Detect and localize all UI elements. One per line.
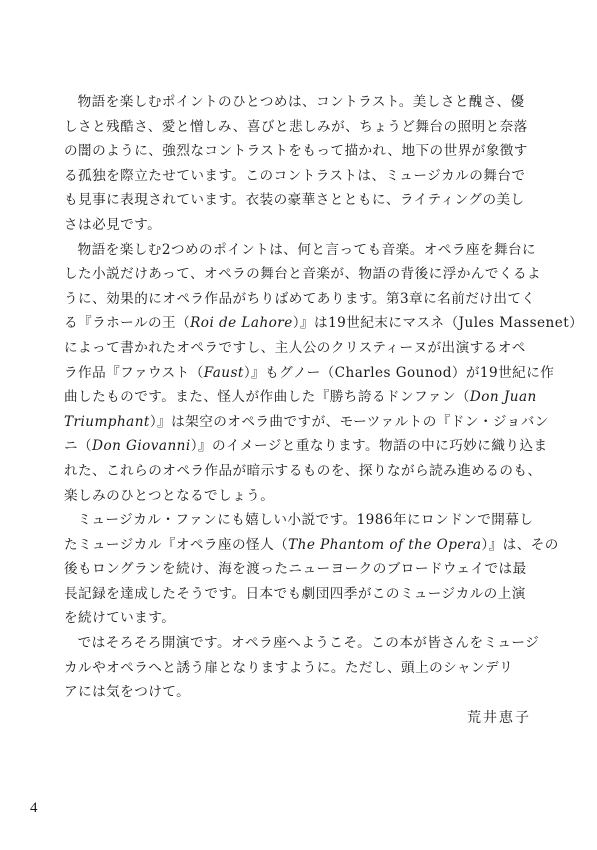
- text-line: [64, 385, 537, 410]
- text-segment: 物語を楽しむ2つめのポイントは、何と言っても音楽。オペラ座を舞台に: [77, 241, 537, 258]
- paragraph: [64, 631, 540, 705]
- author-signature: 荒井恵子: [467, 710, 531, 726]
- text-segment: ではそろそろ開演です。オペラ座へようこそ。この本が皆さんをミュージ: [77, 635, 540, 652]
- text-line: [64, 90, 534, 115]
- text-segment: る『ラホールの王（: [64, 315, 191, 332]
- text-segment: ）』のイメージと重なります。物語の中に巧妙に織り込ま: [190, 438, 548, 455]
- text-segment: によって書かれたオペラですし、主人公のクリスティーヌが出演するオペ: [64, 339, 526, 356]
- text-line: [64, 459, 542, 484]
- italic-title: Roi de Lahore: [190, 315, 293, 332]
- text-line: [64, 606, 534, 631]
- text-line: [64, 115, 534, 140]
- text-segment: を続けています。: [64, 610, 176, 627]
- text-line: [64, 311, 584, 336]
- text-segment: うに、効果的にオペラ作品がちりばめてあります。第3章に名前だけ出てく: [64, 290, 536, 307]
- text-line: [64, 631, 540, 656]
- text-segment: たミュージカル『オペラ座の怪人（: [64, 536, 289, 553]
- text-line: [64, 680, 534, 705]
- text-segment: ミュージカル・ファンにも嬉しい小説です。1986年にロンドンで開幕し: [77, 512, 534, 529]
- text-line: [64, 238, 537, 263]
- text-line: [64, 164, 534, 189]
- text-line: [64, 361, 555, 386]
- text-line: [64, 139, 534, 164]
- italic-title: Don Juan: [469, 389, 537, 406]
- text-segment: ）』もグノー（Charles Gounod）が19世紀に作: [243, 364, 555, 381]
- text-segment: さは必見です。: [64, 216, 162, 233]
- text-line: [64, 582, 534, 607]
- text-line: [64, 188, 534, 213]
- text-line: [64, 508, 534, 533]
- text-line: [64, 287, 534, 312]
- italic-title: The Phantom of the Opera: [288, 536, 482, 553]
- paragraph: [64, 90, 534, 238]
- text-line: [64, 262, 542, 287]
- italic-title: Don Giovanni: [92, 438, 191, 455]
- text-line: [64, 410, 549, 435]
- text-segment: アには気をつけて。: [64, 684, 191, 701]
- text-line: [64, 484, 534, 509]
- text-segment: の闇のように、強烈なコントラストをもって描かれ、地下の世界が象徴す: [64, 143, 528, 160]
- paragraph: [64, 508, 559, 631]
- text-line: [64, 213, 534, 238]
- text-line: [64, 336, 534, 361]
- text-segment: も見事に表現されています。衣装の豪華さとともに、ライティングの美し: [64, 192, 525, 209]
- text-segment: 長記録を達成したそうです。日本でも劇団四季がこのミュージカルの上演: [64, 585, 526, 602]
- text-segment: ）』は、その: [481, 536, 559, 553]
- text-segment: ラ作品『ファウスト（: [64, 364, 204, 381]
- text-segment: 楽しみのひとつとなるでしょう。: [64, 487, 275, 504]
- text-segment: れた、これらのオペラ作品が暗示するものを、探りながら読み進めるのも、: [64, 462, 542, 479]
- text-segment: 後もロングランを続け、海を渡ったニューヨークのブロードウェイでは最: [64, 561, 527, 578]
- italic-title: Faust: [203, 364, 244, 381]
- text-segment: ）』は架空のオペラ曲ですが、モーツァルトの『ドン・ジョバン: [149, 413, 549, 430]
- text-segment: した小説だけあって、オペラの舞台と音楽が、物語の背後に浮かんでくるよ: [64, 266, 542, 283]
- body-text: [64, 90, 584, 705]
- text-segment: る孤独を際立たせています。このコントラストは、ミュージカルの舞台で: [64, 167, 526, 184]
- text-line: [64, 557, 534, 582]
- italic-title: Triumphant: [64, 413, 150, 430]
- text-segment: しさと残酷さ、愛と憎しみ、喜びと悲しみが、ちょうど舞台の照明と奈落: [64, 118, 528, 135]
- paragraph: [64, 238, 584, 509]
- text-segment: ニ（: [64, 438, 93, 455]
- text-segment: ）』は19世紀末にマスネ（Jules Massenet）: [292, 315, 584, 332]
- page-number: 4: [30, 800, 38, 816]
- text-segment: 曲したものです。また、怪人が作曲した『勝ち誇るドンファン（: [64, 389, 470, 406]
- text-line: [64, 533, 559, 558]
- text-segment: 物語を楽しむポイントのひとつめは、コントラスト。美しさと醜さ、優: [77, 94, 525, 110]
- text-line: [64, 656, 534, 681]
- text-segment: カルやオペラへと誘う扉となりますように。ただし、頭上のシャンデリ: [64, 659, 514, 676]
- text-line: [64, 434, 548, 459]
